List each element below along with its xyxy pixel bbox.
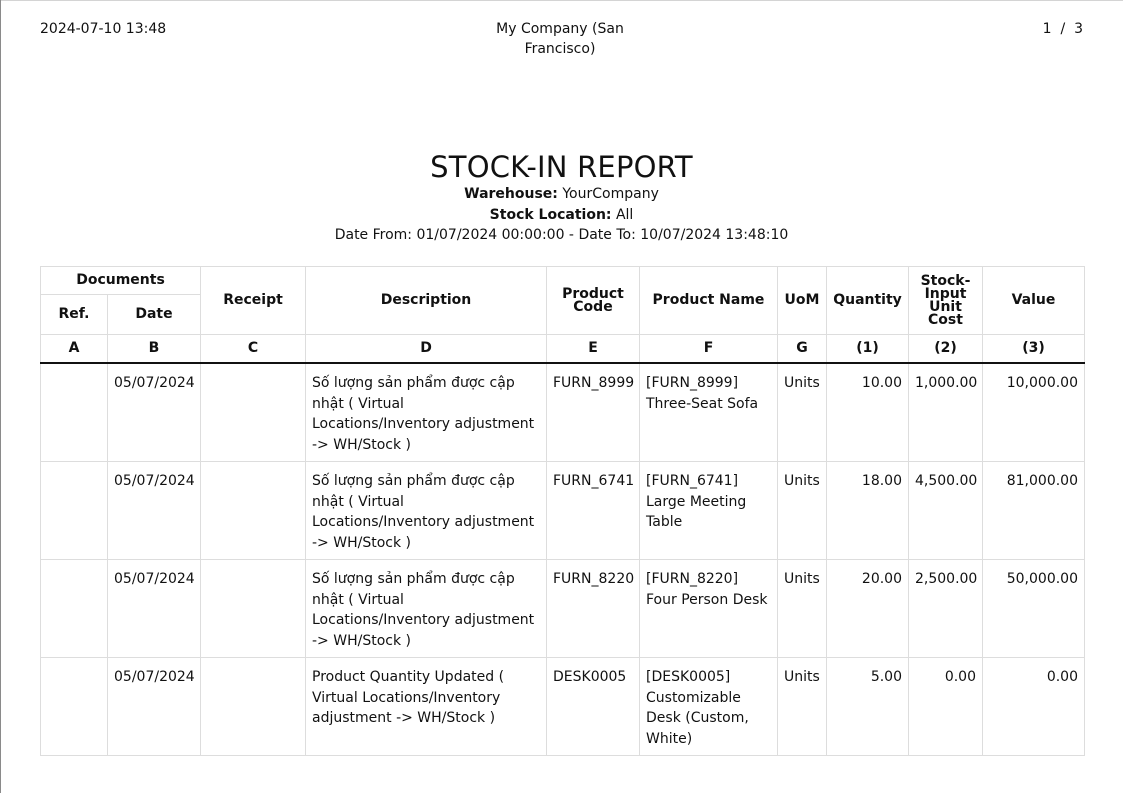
col-key-3: (3) xyxy=(983,335,1085,364)
page-edge-top xyxy=(0,0,1123,1)
page-separator: / xyxy=(1060,21,1066,37)
cell-uom: Units xyxy=(778,560,827,658)
report-title: STOCK-IN REPORT xyxy=(430,150,693,184)
cell-quantity: 18.00 xyxy=(827,462,909,560)
cell-quantity: 20.00 xyxy=(827,560,909,658)
col-unit-cost: Stock-Input Unit Cost xyxy=(909,267,983,335)
company-name: My Company (San Francisco) xyxy=(496,21,624,57)
cell-product-name: [FURN_6741] Large Meeting Table xyxy=(640,462,778,560)
stock-in-table xyxy=(40,266,1085,756)
cell-receipt xyxy=(201,560,306,658)
print-datetime: 2024-07-10 13:48 xyxy=(40,21,167,37)
cell-product-code: FURN_8999 xyxy=(547,363,640,462)
cell-product-name: [FURN_8220] Four Person Desk xyxy=(640,560,778,658)
cell-quantity: 10.00 xyxy=(827,363,909,462)
col-key-g: G xyxy=(778,335,827,364)
cell-uom: Units xyxy=(778,363,827,462)
col-quantity: Quantity xyxy=(827,267,909,335)
location-label: Stock Location: xyxy=(489,206,612,223)
cell-value: 10,000.00 xyxy=(983,363,1085,462)
location-value: All xyxy=(615,206,634,223)
col-product-code: Product Code xyxy=(547,267,640,335)
col-date: Date xyxy=(108,295,201,335)
page-counter xyxy=(1043,19,1083,39)
page-edge-left xyxy=(0,0,1,793)
cell-value: 50,000.00 xyxy=(983,560,1085,658)
col-key-b: B xyxy=(108,335,201,364)
col-ref: Ref. xyxy=(41,295,108,335)
cell-description: Số lượng sản phẩm được cập nhật ( Virtual Locations/Inventory adjustment -> WH/Stock ) xyxy=(306,363,547,462)
warehouse-value: YourCompany xyxy=(562,186,659,202)
col-documents: Documents xyxy=(41,267,201,295)
cell-unit-cost: 4,500.00 xyxy=(909,462,983,560)
cell-quantity: 5.00 xyxy=(827,658,909,756)
col-key-c: C xyxy=(201,335,306,364)
cell-date: 05/07/2024 xyxy=(108,560,201,658)
cell-date: 05/07/2024 xyxy=(108,658,201,756)
cell-product-name: [FURN_8999] Three-Seat Sofa xyxy=(640,363,778,462)
cell-unit-cost: 1,000.00 xyxy=(909,363,983,462)
table-row xyxy=(41,462,1085,560)
cell-uom: Units xyxy=(778,658,827,756)
cell-unit-cost: 0.00 xyxy=(909,658,983,756)
col-key-f: F xyxy=(640,335,778,364)
cell-description: Số lượng sản phẩm được cập nhật ( Virtual Locations/Inventory adjustment -> WH/Stock ) xyxy=(306,462,547,560)
col-product-name: Product Name xyxy=(640,267,778,335)
table-row xyxy=(41,658,1085,756)
col-uom: UoM xyxy=(778,267,827,335)
cell-product-name: [DESK0005] Customizable Desk (Custom, White) xyxy=(640,658,778,756)
cell-date: 05/07/2024 xyxy=(108,462,201,560)
location-line xyxy=(0,205,1123,226)
cell-receipt xyxy=(201,363,306,462)
cell-product-code: FURN_8220 xyxy=(547,560,640,658)
cell-product-code: FURN_6741 xyxy=(547,462,640,560)
cell-unit-cost: 2,500.00 xyxy=(909,560,983,658)
col-receipt: Receipt xyxy=(201,267,306,335)
cell-ref xyxy=(41,658,108,756)
report-header xyxy=(0,150,1123,246)
cell-uom: Units xyxy=(778,462,827,560)
cell-ref xyxy=(41,560,108,658)
cell-description: Product Quantity Updated ( Virtual Locations/Inventory adjustment -> WH/Stock ) xyxy=(306,658,547,756)
cell-value: 0.00 xyxy=(983,658,1085,756)
col-key-2: (2) xyxy=(909,335,983,364)
col-key-d: D xyxy=(306,335,547,364)
table-row xyxy=(41,560,1085,658)
cell-receipt xyxy=(201,658,306,756)
cell-date: 05/07/2024 xyxy=(108,363,201,462)
col-value: Value xyxy=(983,267,1085,335)
table-row xyxy=(41,363,1085,462)
warehouse-line xyxy=(0,184,1123,205)
col-description: Description xyxy=(306,267,547,335)
cell-ref xyxy=(41,363,108,462)
cell-product-code: DESK0005 xyxy=(547,658,640,756)
warehouse-label: Warehouse: xyxy=(464,186,558,202)
page-total: 3 xyxy=(1074,21,1083,37)
col-key-1: (1) xyxy=(827,335,909,364)
col-key-e: E xyxy=(547,335,640,364)
cell-value: 81,000.00 xyxy=(983,462,1085,560)
page-current: 1 xyxy=(1042,21,1052,37)
col-key-a: A xyxy=(41,335,108,364)
cell-ref xyxy=(41,462,108,560)
cell-receipt xyxy=(201,462,306,560)
date-range: Date From: 01/07/2024 00:00:00 - Date To: 10/07/2024 13:48:10 xyxy=(334,227,789,243)
cell-description: Số lượng sản phẩm được cập nhật ( Virtual Locations/Inventory adjustment -> WH/Stock ) xyxy=(306,560,547,658)
